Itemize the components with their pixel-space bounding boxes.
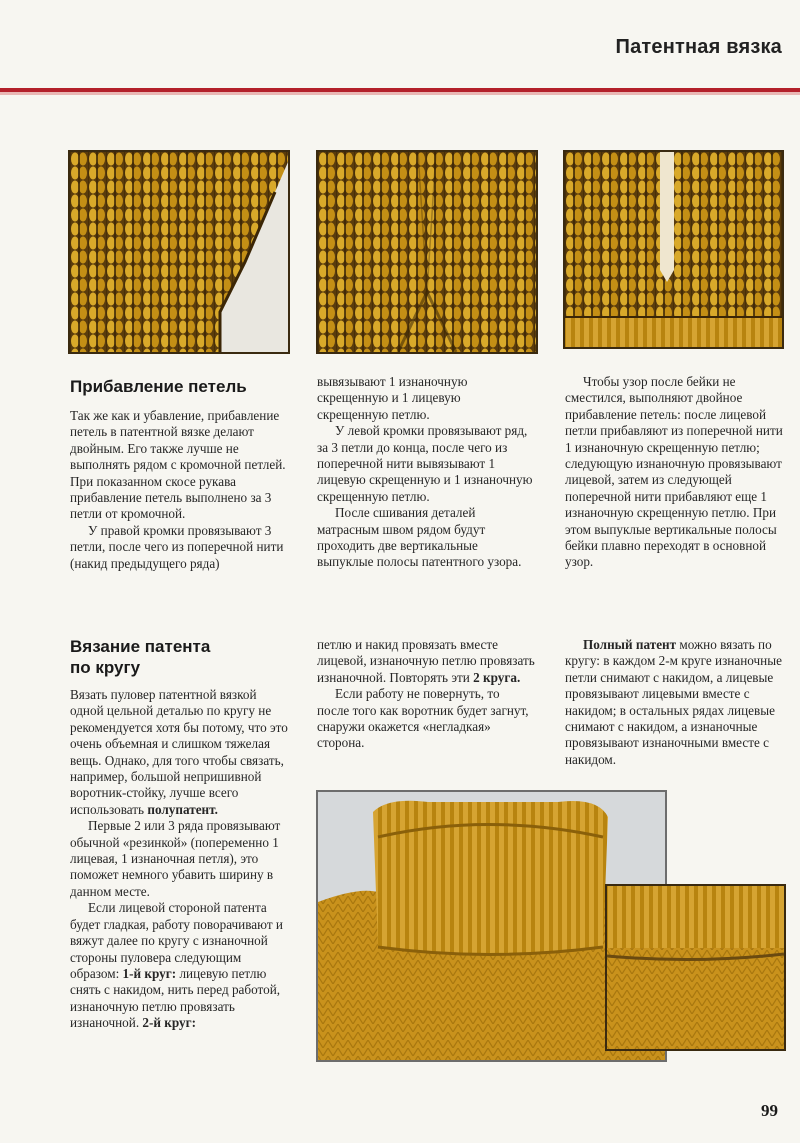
section2-col1-p3b: лицевую петлю снять с накидом, нить перед работой, изнаночную петлю провязать изнаночной.: [70, 965, 281, 1031]
section1-col2-p3: После сшивания деталей матрасным швом рядом будут проходить две вертикальные выпуклые полосы патентного узора.: [317, 505, 522, 570]
section2-title-line2: по кругу: [70, 658, 141, 677]
section2-col1-p2: Первые 2 или 3 ряда провязывают обычной «резинкой» (попеременно 1 лицевая, 1 изнаночная петля), это поможет немного убавить ширину в данном месте.: [70, 818, 281, 899]
section2-col3: [565, 637, 783, 768]
section2-title: [70, 636, 210, 678]
section2-col2-p1a: петлю и накид провязать вместе лицевой, изнаночную петлю провязать изнаночной. Повторять эти: [317, 637, 535, 685]
section1-col2: [317, 374, 535, 571]
section2-col1-p1: Вязать пуловер патентной вязкой одной цельной деталью по кругу не рекомендуется хотя бы потому, что это очень объемная и слишком тяжелая вещь. Однако, для того чтобы связать, например, большой непришивной воротник-стойку, лучше всего использовать: [70, 687, 288, 817]
section1-col1-p2: У правой кромки провязывают 3 петли, после чего из поперечной нити (накид предыдущего ряда): [70, 522, 284, 571]
section2-title-line1: Вязание патента: [70, 637, 211, 656]
section2-col1-p3a: Если лицевой стороной патента будет гладкая, работу поворачивают и вяжут далее по кругу с изнаночной стороны пуловера следующим образом:: [70, 900, 283, 981]
section1-col2-p2: У левой кромки провязывают ряд, за 3 петли до конца, после чего из поперечной нити вывязывают 1 лицевую скрещенную и 1 изнаночную скрещенную петлю.: [317, 423, 533, 504]
section2-col2: [317, 637, 535, 752]
photo-increase-sleeve: [68, 150, 290, 354]
header-title: Патентная вязка: [615, 36, 782, 58]
section1-col1-p1: Так же как и убавление, прибавление петель в патентной вязке делают двойным. Его также лучше не выполнять рядом с кромочной петлей. При показанном скосе рукава прибавление петель выполнено за 3 петли от кромочной.: [70, 408, 286, 522]
section1-col3-p1: Чтобы узор после бейки не сместился, выполняют двойное прибавление петель: после лицевой петли прибавляют из поперечной нити 1 изнаночную скрещенную петлю; следующую изнаночную провязывают лицевой, затем из следующей поперечной нити прибавляют еще 1 изнаночную скрещенную петлю. При этом выпуклые вертикальные полосы бейки плавно переходят в основной узор.: [565, 374, 783, 570]
section2-col3-p1: можно вязать по кругу: в каждом 2-м круге изнаночные петли снимают с накидом, а лицевые провязывают лицевыми вместе с накидом; в остальных рядах лицевые снимают с накидом, а изнаночные провязывают изнаночными вместе с накидом.: [565, 637, 782, 767]
section2-col3-p1-bold: Полный патент: [583, 637, 677, 652]
section2-col1-p3-bold1: 1-й круг:: [122, 965, 177, 981]
section2-col2-p2: Если работу не повернуть, то после того как воротник будет загнут, снаружи окажется «негладкая» сторона.: [317, 686, 529, 751]
section1-col3: [565, 374, 783, 571]
section2-col1: [70, 687, 288, 1032]
section1-col2-p1: вывязывают 1 изнаночную скрещенную и 1 лицевую скрещенную петлю.: [317, 374, 468, 422]
section2-col2-p1-bold: 2 круга.: [473, 669, 521, 685]
section1-title: Прибавление петель: [70, 377, 247, 396]
header-rule: [0, 88, 800, 92]
page-number: 99: [761, 1101, 778, 1120]
section2-col1-p3-bold2: 2-й круг:: [142, 1015, 197, 1031]
photo-increase-with-contrast: [563, 150, 784, 349]
section2-col1-p1-bold: полупатент.: [147, 801, 218, 817]
photo-increase-center: [316, 150, 538, 354]
section1-col1: [70, 408, 288, 572]
photo-sweater-detail: [605, 884, 786, 1051]
